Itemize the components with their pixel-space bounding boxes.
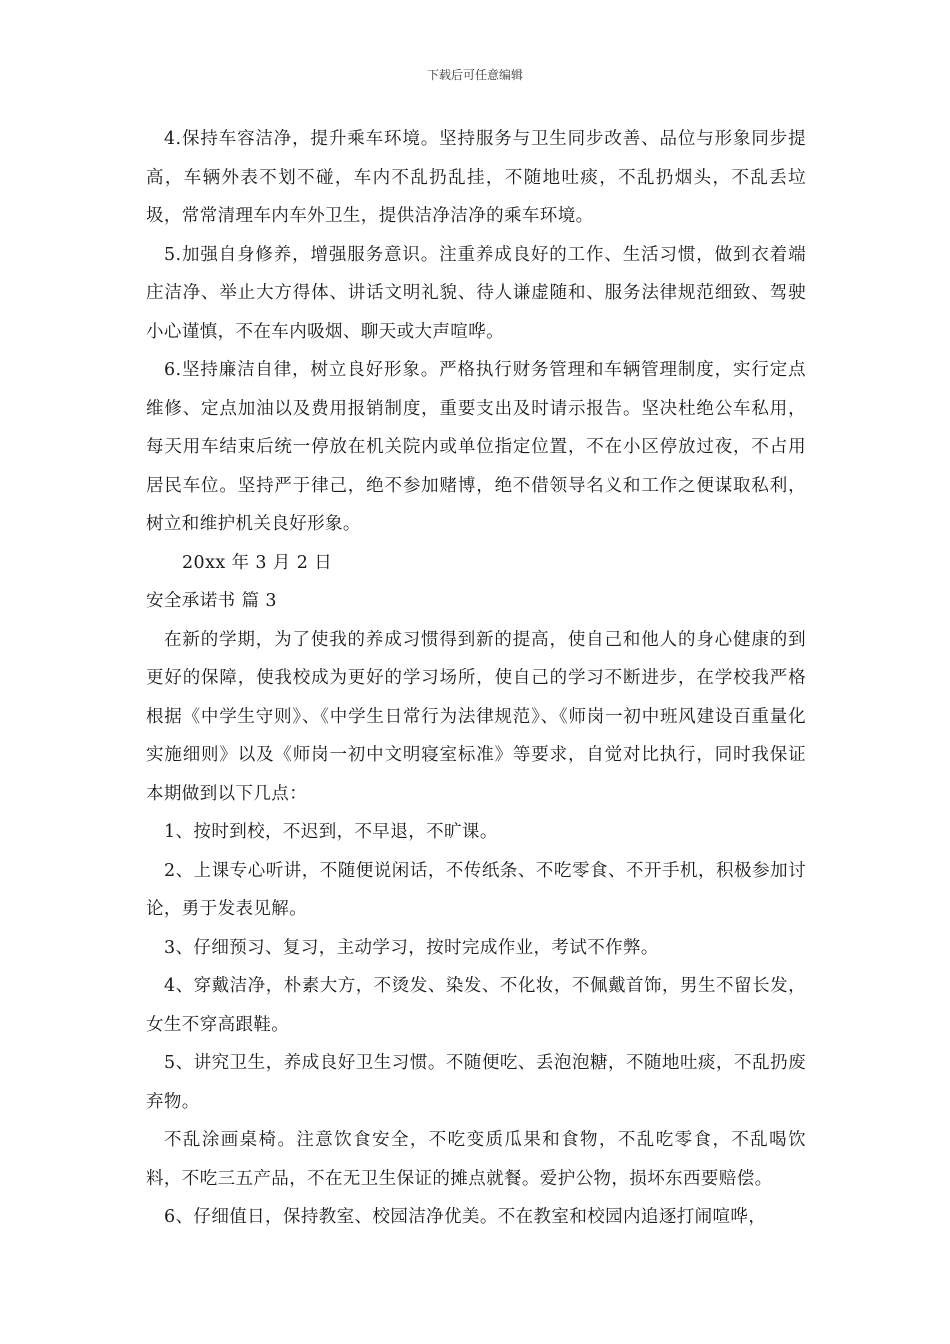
section-heading: 安全承诺书 篇 3 bbox=[146, 591, 277, 611]
date-line: 20xx 年 3 月 2 日 bbox=[182, 552, 333, 573]
list-item-5: 5、讲究卫生，养成良好卫生习惯。不随便吃、丢泡泡糖，不随地吐痰，不乱扔废弃物。 bbox=[146, 1053, 806, 1112]
paragraph-item-4: 4.保持车容洁净，提升乘车环境。坚持服务与卫生同步改善、品位与形象同步提高，车辆外表不划不碰，车内不乱扔乱挂，不随地吐痰，不乱扔烟头，不乱丢垃圾，常常清理车内车外卫生，提供洁净洁净的乘车环境。 bbox=[146, 129, 806, 226]
page-header: 下载后可任意编辑 bbox=[426, 68, 523, 82]
document-body bbox=[146, 120, 806, 1237]
list-item-3: 3、仔细预习、复习，主动学习，按时完成作业，考试不作弊。 bbox=[164, 937, 659, 958]
paragraph-item-6: 6.坚持廉洁自律，树立良好形象。严格执行财务管理和车辆管理制度，实行定点维修、定点加油以及费用报销制度，重要支出及时请示报告。坚决杜绝公车私用，每天用车结束后统一停放在机关院内或单位指定位置，不在小区停放过夜，不占用居民车位。坚持严于律己，绝不参加赌博，绝不借领导名义和工作之便谋取私利，树立和维护机关良好形象。 bbox=[146, 360, 806, 534]
list-item-2: 2、上课专心听讲，不随便说闲话，不传纸条、不吃零食、不开手机，积极参加讨论，勇于发表见解。 bbox=[146, 860, 806, 919]
intro-paragraph: 在新的学期，为了使我的养成习惯得到新的提高，使自己和他人的身心健康的到更好的保障，使我校成为更好的学习场所，使自己的学习不断进步，在学校我严格根据《中学生守则》、《中学生日常行为法律规范》、《师岗一初中班风建设百重量化实施细则》以及《师岗一初中文明寝室标准》等要求，自觉对比执行，同时我保证本期做到以下几点： bbox=[146, 629, 806, 804]
list-item-1: 1、按时到校，不迟到，不早退，不旷课。 bbox=[164, 822, 498, 842]
list-item-4: 4、穿戴洁净，朴素大方，不烫发、染发、不化妆，不佩戴首饰，男生不留长发，女生不穿高跟鞋。 bbox=[146, 976, 806, 1035]
list-item-5-continued: 不乱涂画桌椅。注意饮食安全，不吃变质瓜果和食物，不乱吃零食，不乱喝饮料，不吃三五产品，不在无卫生保证的摊点就餐。爱护公物，损坏东西要赔偿。 bbox=[146, 1130, 806, 1189]
paragraph-item-5: 5.加强自身修养，增强服务意识。注重养成良好的工作、生活习惯，做到衣着端庄洁净、举止大方得体、讲话文明礼貌、待人谦虚随和、服务法律规范细致、驾驶小心谨慎，不在车内吸烟、聊天或大声喧哗。 bbox=[146, 244, 806, 342]
list-item-6: 6、仔细值日，保持教室、校园洁净优美。不在教室和校园内追逐打闹喧哗， bbox=[164, 1207, 767, 1227]
